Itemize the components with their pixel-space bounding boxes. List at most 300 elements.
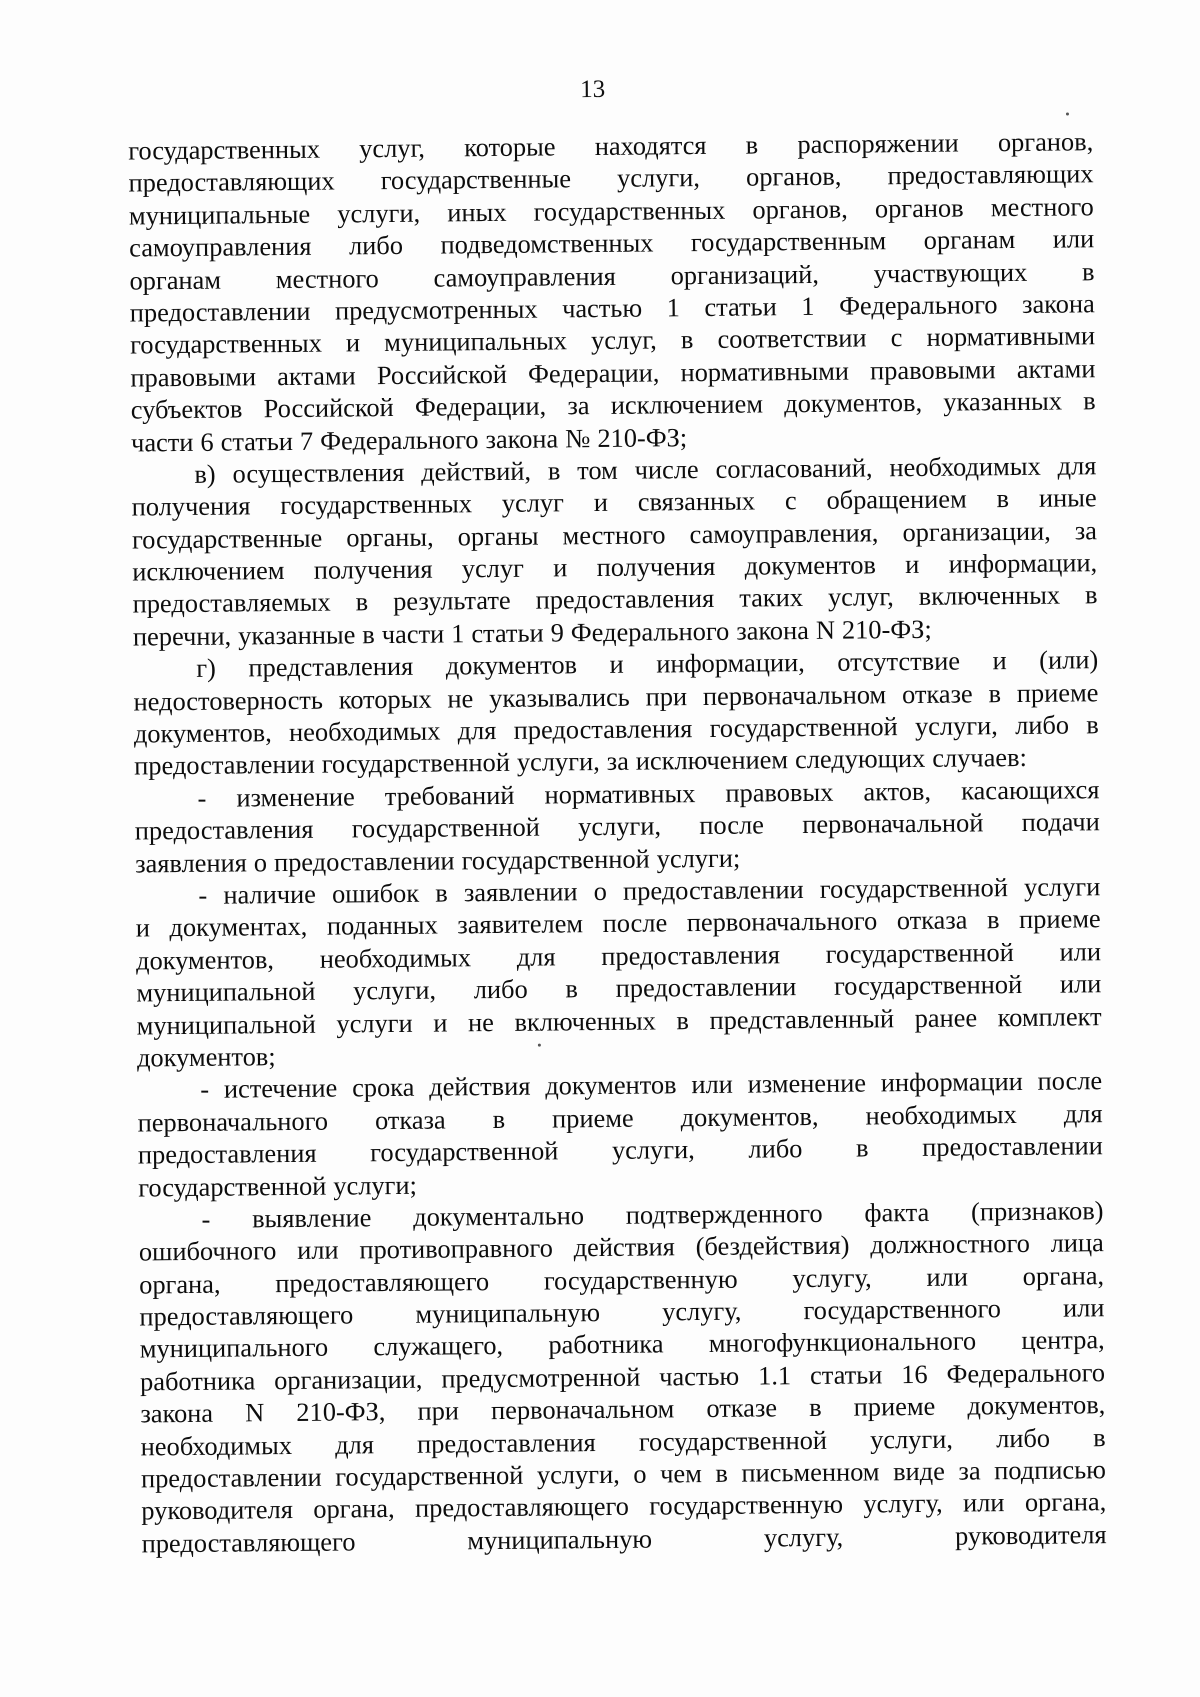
- word: в: [1093, 1421, 1106, 1452]
- word: -: [201, 1203, 211, 1234]
- word: заявителем: [457, 908, 584, 940]
- word: в: [492, 1103, 506, 1134]
- word: в: [808, 1392, 822, 1423]
- word: услуг,: [590, 324, 657, 356]
- word: местного: [562, 519, 666, 551]
- word: после: [1037, 1065, 1103, 1097]
- word: ранее: [914, 1001, 978, 1033]
- word: следующих: [794, 743, 926, 775]
- word: исключением: [635, 744, 789, 777]
- word: и: [345, 327, 361, 358]
- word: отказе: [706, 1392, 778, 1424]
- word: исключением: [610, 388, 764, 421]
- word: -: [200, 1074, 210, 1105]
- word: либо: [473, 973, 528, 1005]
- word: предоставлении: [622, 874, 804, 906]
- word: отсутствие: [837, 645, 961, 677]
- word: приеме: [1016, 676, 1099, 708]
- word: органы,: [346, 521, 434, 553]
- word: отказа: [374, 1104, 446, 1135]
- word: о: [253, 846, 268, 877]
- word: необходимых: [319, 942, 472, 974]
- word: органа,: [313, 1493, 395, 1525]
- word: 1: [451, 618, 465, 649]
- word: государственных: [128, 133, 321, 166]
- word: представленный: [709, 1002, 895, 1035]
- word: исключением: [132, 555, 285, 587]
- word: за: [958, 1455, 981, 1486]
- word: либо: [995, 1422, 1051, 1453]
- word: государственную: [543, 1263, 738, 1296]
- word: и: [593, 487, 609, 518]
- word: в): [194, 458, 216, 489]
- word: предусмотренных: [334, 293, 538, 326]
- word: за: [567, 390, 590, 421]
- word: ошибочного: [138, 1235, 277, 1267]
- word: или: [691, 1069, 733, 1100]
- word: Российской: [376, 358, 508, 390]
- word: услугу,: [763, 1521, 844, 1553]
- word: в: [745, 129, 759, 160]
- word: не: [467, 1006, 494, 1037]
- word: частью: [561, 292, 643, 324]
- word: в: [547, 455, 561, 486]
- word: таких: [739, 582, 804, 614]
- word: органа,: [1024, 1486, 1107, 1518]
- word: документов;: [136, 1041, 276, 1073]
- word: распоряжении: [797, 127, 959, 160]
- word: нормативными: [680, 355, 850, 387]
- word: 1.1: [757, 1360, 792, 1391]
- word: документов: [744, 549, 877, 581]
- word: Федерального: [570, 615, 730, 648]
- word: письменном: [741, 1456, 880, 1488]
- word: в: [362, 619, 375, 650]
- word: муниципальную: [467, 1523, 653, 1556]
- word: служащего,: [373, 1330, 504, 1362]
- word: статьи: [220, 425, 294, 457]
- word: находятся: [594, 129, 707, 162]
- word: ошибок: [331, 877, 420, 909]
- word: услуги,: [516, 746, 600, 778]
- word: либо: [348, 230, 404, 261]
- word: муниципального: [139, 1332, 329, 1364]
- word: отказе: [901, 678, 973, 709]
- word: поданных: [326, 909, 438, 941]
- word: числе: [634, 453, 699, 485]
- body-text: [128, 125, 1107, 1559]
- word: государственной: [321, 747, 511, 780]
- word: руководителя: [141, 1494, 294, 1526]
- word: услуги,: [914, 710, 998, 742]
- word: услуги: [1023, 871, 1101, 902]
- word: государственным: [690, 225, 887, 258]
- word: получения: [131, 490, 251, 522]
- word: с: [784, 485, 797, 516]
- word: в: [676, 1004, 690, 1035]
- scan-speck: [538, 1044, 541, 1047]
- word: том: [577, 454, 618, 486]
- word: статьи: [704, 291, 777, 322]
- word: касающихся: [960, 774, 1100, 806]
- word: N: [815, 614, 836, 645]
- word: первоначальном: [490, 1393, 675, 1426]
- word: согласований,: [715, 452, 873, 484]
- word: г): [196, 652, 217, 684]
- word: после: [699, 809, 765, 841]
- word: статьи: [809, 1359, 883, 1390]
- word: государственной: [819, 872, 1009, 904]
- word: муниципальной: [136, 975, 316, 1008]
- word: государственных: [280, 488, 473, 521]
- word: указывались: [489, 681, 630, 713]
- word: предоставлении: [273, 844, 455, 877]
- word: информации,: [948, 547, 1098, 579]
- word: информации,: [656, 647, 805, 679]
- word: Федерального: [946, 1357, 1106, 1389]
- word: после: [602, 907, 668, 939]
- word: государственной: [138, 1170, 327, 1202]
- word: государственных: [533, 194, 726, 227]
- word: действий,: [421, 455, 532, 487]
- word: многофункционального: [708, 1325, 977, 1359]
- word: документально: [413, 1200, 585, 1232]
- word: самоуправления: [433, 260, 616, 293]
- word: документов: [545, 1069, 677, 1101]
- word: за: [606, 746, 629, 777]
- word: предоставлении: [129, 295, 311, 328]
- word: актов,: [863, 775, 932, 807]
- word: необходимых: [889, 450, 1041, 483]
- word: в: [355, 586, 369, 617]
- word: 7: [299, 425, 314, 456]
- word: выявление: [251, 1202, 372, 1234]
- word: для: [516, 941, 556, 972]
- word: связанных: [637, 485, 756, 517]
- word: закона: [485, 422, 559, 454]
- word: самоуправления,: [689, 517, 879, 549]
- word: предоставляющего: [275, 1265, 490, 1298]
- word: для: [1057, 450, 1097, 481]
- word: или: [926, 1261, 969, 1292]
- word: первоначальном: [702, 678, 887, 711]
- word: срока: [351, 1072, 415, 1103]
- word: за: [1074, 514, 1098, 546]
- word: органов: [874, 192, 964, 224]
- word: 1: [801, 290, 815, 321]
- word: местного: [990, 191, 1094, 222]
- word: предоставляющего: [141, 1526, 356, 1559]
- word: документов,: [784, 387, 923, 419]
- word: первоначальной: [802, 807, 984, 840]
- word: (признаков): [970, 1195, 1104, 1227]
- word: 210-ФЗ,: [296, 1396, 386, 1428]
- word: либо: [748, 1133, 803, 1164]
- word: для: [1063, 1097, 1103, 1129]
- word: органам: [923, 224, 1016, 256]
- word: правовыми: [869, 353, 996, 386]
- word: истечение: [223, 1072, 338, 1104]
- word: услуги;: [656, 842, 741, 874]
- word: в: [1081, 255, 1095, 286]
- word: услуги: [336, 1007, 413, 1039]
- word: -: [198, 879, 208, 910]
- word: руководителя: [954, 1518, 1107, 1551]
- word: предоставления: [137, 1137, 317, 1170]
- word: наличие: [223, 878, 317, 910]
- word: указанные: [238, 619, 356, 651]
- word: субъектов: [130, 393, 243, 425]
- word: государственной: [638, 1424, 828, 1457]
- word: изменение: [236, 781, 355, 813]
- word: центра,: [1021, 1324, 1105, 1356]
- word: документов,: [133, 717, 272, 749]
- word: государственные: [131, 522, 323, 555]
- word: в: [1084, 579, 1098, 610]
- word: местного: [275, 262, 379, 294]
- word: предоставляющего: [414, 1491, 630, 1524]
- word: актами: [276, 360, 356, 391]
- word: 16: [901, 1358, 928, 1389]
- word: необходимых: [288, 715, 441, 748]
- word: не: [447, 682, 474, 714]
- word: органов,: [997, 126, 1094, 158]
- word: с: [890, 322, 903, 353]
- word: в: [986, 904, 1000, 935]
- word: случаев:: [932, 742, 1027, 774]
- word: и: [905, 549, 920, 580]
- word: муниципальные: [128, 198, 311, 231]
- word: либо: [1014, 709, 1070, 741]
- word: требований: [384, 779, 515, 811]
- word: и: [433, 1007, 448, 1038]
- word: услуги,: [353, 974, 437, 1006]
- word: в: [988, 677, 1002, 708]
- word: услуги,: [578, 810, 662, 842]
- word: документов,: [135, 943, 275, 976]
- word: соответствии: [717, 322, 867, 355]
- word: подтвержденного: [625, 1197, 823, 1230]
- word: участвующих: [873, 256, 1028, 288]
- word: государственной: [709, 711, 898, 743]
- word: органа,: [1022, 1259, 1105, 1291]
- word: 1: [666, 292, 681, 323]
- word: лица: [1050, 1227, 1104, 1258]
- word: услуги,: [616, 162, 701, 194]
- word: в: [855, 1132, 869, 1163]
- word: предоставлении: [615, 971, 797, 1004]
- word: недостоверность: [133, 684, 324, 717]
- word: статьи: [471, 617, 544, 649]
- word: предоставляющих: [128, 165, 335, 198]
- word: или: [1059, 968, 1102, 999]
- word: (или): [1039, 644, 1099, 676]
- word: для: [335, 1428, 375, 1460]
- word: подачи: [1021, 806, 1100, 838]
- word: и: [553, 552, 568, 583]
- scan-speck: [1066, 112, 1069, 115]
- word: правовых: [725, 776, 834, 808]
- word: предоставления: [416, 1426, 596, 1459]
- word: государственные: [380, 163, 572, 196]
- word: которые: [464, 131, 556, 163]
- word: самоуправления: [129, 230, 312, 263]
- word: указанных: [943, 385, 1063, 417]
- word: №: [565, 422, 591, 453]
- word: о: [633, 1458, 647, 1489]
- word: необходимых: [140, 1429, 293, 1462]
- word: государственных: [130, 327, 322, 360]
- word: муниципальной: [136, 1008, 316, 1041]
- word: (бездействия): [695, 1229, 850, 1262]
- word: противоправного: [359, 1232, 553, 1265]
- word: работника: [548, 1328, 664, 1360]
- word: органы: [457, 520, 539, 552]
- word: предоставления: [134, 813, 314, 846]
- word: в: [680, 324, 694, 355]
- word: или: [1052, 223, 1095, 254]
- word: и: [609, 649, 624, 680]
- word: государственного: [803, 1293, 1002, 1326]
- word: приеме: [1018, 903, 1101, 935]
- word: при: [645, 680, 688, 712]
- word: Федерального: [319, 423, 479, 456]
- word: государственную: [649, 1489, 844, 1521]
- word: государственной: [833, 969, 1023, 1001]
- word: перечни,: [132, 620, 232, 652]
- word: 6: [200, 426, 214, 457]
- word: документов,: [680, 1100, 819, 1132]
- word: подведомственных: [440, 227, 654, 260]
- page-number: 13: [580, 75, 606, 104]
- word: или: [1062, 1292, 1105, 1323]
- word: муниципальных: [384, 325, 568, 358]
- word: первоначального: [686, 905, 878, 938]
- word: органов,: [752, 193, 848, 225]
- word: получения: [596, 550, 716, 583]
- word: для: [457, 715, 497, 746]
- word: в: [1083, 385, 1096, 416]
- word: нормативных: [544, 777, 696, 810]
- word: организации,: [273, 1363, 423, 1395]
- word: виде: [892, 1455, 945, 1487]
- word: органов,: [745, 161, 842, 192]
- word: услуги,: [536, 1458, 620, 1490]
- word: факта: [864, 1196, 930, 1228]
- word: услуг: [501, 487, 565, 519]
- word: документов: [445, 649, 578, 681]
- word: информации: [880, 1066, 1023, 1098]
- word: должностного: [870, 1228, 1031, 1260]
- word: предоставлении: [922, 1130, 1103, 1163]
- word: Федерального: [838, 289, 998, 321]
- word: действия: [573, 1231, 676, 1263]
- word: иных: [447, 196, 507, 228]
- word: и: [135, 912, 151, 943]
- word: государственной: [370, 1135, 559, 1168]
- word: включенных: [918, 580, 1061, 612]
- word: закона: [140, 1397, 214, 1429]
- word: предоставлении: [140, 1461, 322, 1494]
- word: заявлении: [463, 876, 578, 908]
- word: или: [1059, 935, 1102, 967]
- word: заявления: [134, 846, 247, 879]
- word: 210-ФЗ;: [841, 613, 932, 645]
- word: действия: [429, 1071, 531, 1102]
- word: изменение: [747, 1067, 867, 1099]
- word: услуги,: [611, 1134, 695, 1166]
- word: N: [245, 1397, 265, 1428]
- word: правовыми: [130, 361, 257, 393]
- word: услуги;: [333, 1169, 418, 1201]
- word: получения: [313, 553, 433, 585]
- word: 210-ФЗ;: [597, 421, 688, 453]
- word: включенных: [514, 1005, 656, 1037]
- word: услуги,: [869, 1423, 954, 1455]
- word: организаций,: [670, 258, 820, 290]
- word: комплект: [997, 1000, 1102, 1032]
- word: приеме: [853, 1391, 936, 1422]
- word: услуг,: [827, 581, 894, 613]
- word: отказа: [896, 904, 968, 936]
- word: государственной: [351, 811, 540, 844]
- word: предоставляющего: [139, 1299, 354, 1332]
- word: Федерации,: [414, 390, 547, 422]
- word: Федерации,: [527, 357, 660, 389]
- word: иные: [1038, 482, 1097, 514]
- word: Российской: [263, 392, 394, 424]
- word: в: [1086, 709, 1099, 740]
- word: муниципальную: [415, 1297, 601, 1329]
- word: государственной: [335, 1459, 524, 1492]
- word: первоначального: [137, 1105, 329, 1138]
- word: которых: [338, 683, 432, 715]
- word: предоставления: [513, 713, 693, 745]
- word: при: [417, 1395, 460, 1427]
- word: или: [297, 1234, 339, 1266]
- word: предоставления: [535, 583, 715, 616]
- word: документов,: [967, 1389, 1106, 1421]
- word: государственной: [461, 843, 650, 875]
- word: и: [992, 645, 1007, 676]
- word: предоставления: [601, 939, 781, 971]
- word: 9: [550, 617, 564, 648]
- word: в: [996, 483, 1010, 514]
- word: предоставляющих: [887, 158, 1094, 191]
- word: актами: [1016, 352, 1096, 384]
- word: о: [593, 875, 608, 907]
- word: предоставляемых: [132, 587, 331, 619]
- word: органам: [129, 264, 222, 296]
- word: подписью: [994, 1454, 1107, 1486]
- word: услугу,: [792, 1262, 872, 1293]
- word: услуги,: [337, 197, 421, 229]
- word: услугу,: [662, 1295, 742, 1327]
- word: обращением: [826, 483, 967, 516]
- word: работника: [139, 1365, 256, 1397]
- word: органа,: [139, 1268, 221, 1300]
- word: услугу,: [863, 1488, 943, 1519]
- word: государственной: [825, 936, 1014, 969]
- word: осуществления: [232, 456, 405, 489]
- word: результате: [392, 585, 511, 617]
- word: приеме: [551, 1102, 634, 1134]
- word: частью: [659, 1360, 740, 1392]
- word: документах,: [169, 911, 308, 943]
- word: услуг,: [359, 132, 426, 164]
- word: предусмотренной: [441, 1361, 641, 1394]
- word: закона: [1021, 288, 1095, 319]
